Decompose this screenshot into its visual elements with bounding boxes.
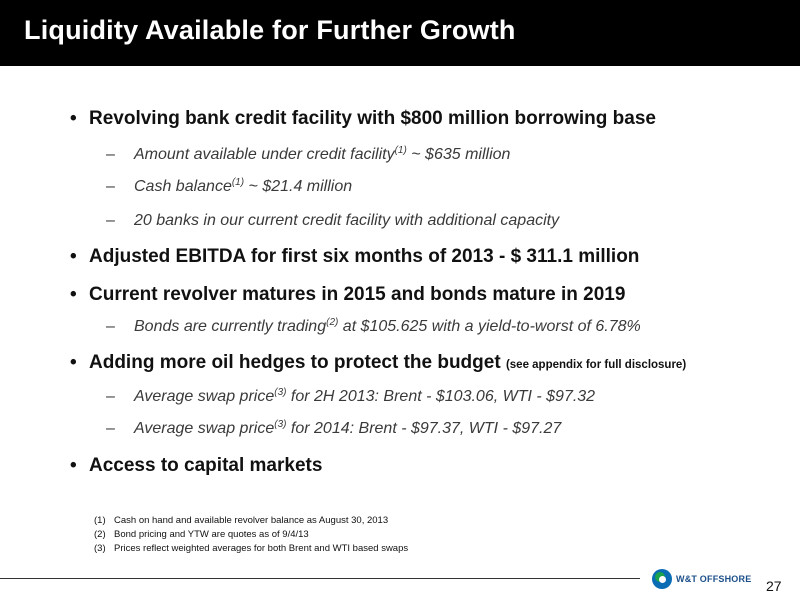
sub-bullet-text-cont: at $105.625 with a yield-to-worst of 6.78%: [338, 318, 641, 335]
bullet-text: Access to capital markets: [89, 455, 323, 476]
footnote: [94, 514, 408, 528]
footnote-text: Prices reflect weighted averages for both Brent and WTI based swaps: [114, 543, 409, 554]
footnote-ref: (3): [274, 387, 287, 398]
company-logo: [652, 568, 751, 590]
bullet-text: Adjusted EBITDA for first six months of 2013 - $ 311.1 million: [89, 246, 640, 267]
page-number: 27: [766, 578, 782, 594]
sub-bullet-text: Cash balance: [134, 178, 232, 195]
dash-marker: –: [106, 178, 115, 195]
title-bar: [0, 0, 800, 66]
footnote: [94, 542, 408, 556]
footnote-ref: (2): [326, 317, 339, 328]
dash-marker: –: [106, 420, 115, 437]
company-logo-icon: [652, 569, 672, 589]
bullet-marker: •: [70, 455, 77, 476]
bullet-text: Revolving bank credit facility with $800 million borrowing base: [89, 108, 656, 129]
sub-bullet-text: Amount available under credit facility: [134, 146, 395, 163]
footnote-number: (2): [94, 529, 106, 540]
slide-title: Liquidity Available for Further Growth: [24, 15, 516, 45]
company-logo-text: W&T OFFSHORE: [676, 574, 752, 584]
dash-marker: –: [106, 388, 115, 405]
footnote-ref: (1): [394, 145, 407, 156]
bullet-marker: •: [70, 284, 77, 305]
footnote-text: Bond pricing and YTW are quotes as of 9/4/13: [114, 529, 309, 540]
bullet-marker: •: [70, 352, 77, 373]
dash-marker: –: [106, 318, 115, 335]
appendix-note: (see appendix for full disclosure): [505, 359, 687, 371]
footnotes: [94, 514, 408, 556]
footnote-ref: (1): [231, 177, 245, 188]
footnote-number: (3): [94, 543, 106, 554]
sub-bullet-text-cont: for 2014: Brent - $97.37, WTI - $97.27: [286, 420, 562, 437]
footnote-ref: (3): [274, 419, 287, 430]
sub-bullet-text: Bonds are currently trading: [134, 318, 327, 335]
footnote-text: Cash on hand and available revolver balance as August 30, 2013: [114, 515, 389, 526]
footer-rule: [0, 578, 640, 579]
bullet-marker: •: [70, 246, 77, 267]
bullet-text: Current revolver matures in 2015 and bonds mature in 2019: [89, 284, 626, 305]
sub-bullet-text: 20 banks in our current credit facility with additional capacity: [134, 212, 560, 229]
bullet-text: Adding more oil hedges to protect the budget: [89, 352, 506, 373]
footnote-number: (1): [94, 515, 106, 526]
dash-marker: –: [106, 212, 115, 229]
dash-marker: –: [106, 146, 115, 163]
sub-bullet-text-cont: ~ $635 million: [406, 146, 511, 163]
sub-bullet-text-cont: for 2H 2013: Brent - $103.06, WTI - $97.32: [286, 388, 596, 405]
sub-bullet-text-cont: ~ $21.4 million: [244, 178, 353, 195]
bullet-marker: •: [70, 108, 77, 129]
sub-bullet-text: Average swap price: [134, 420, 275, 437]
sub-bullet-text: Average swap price: [134, 388, 275, 405]
footnote: [94, 528, 408, 542]
